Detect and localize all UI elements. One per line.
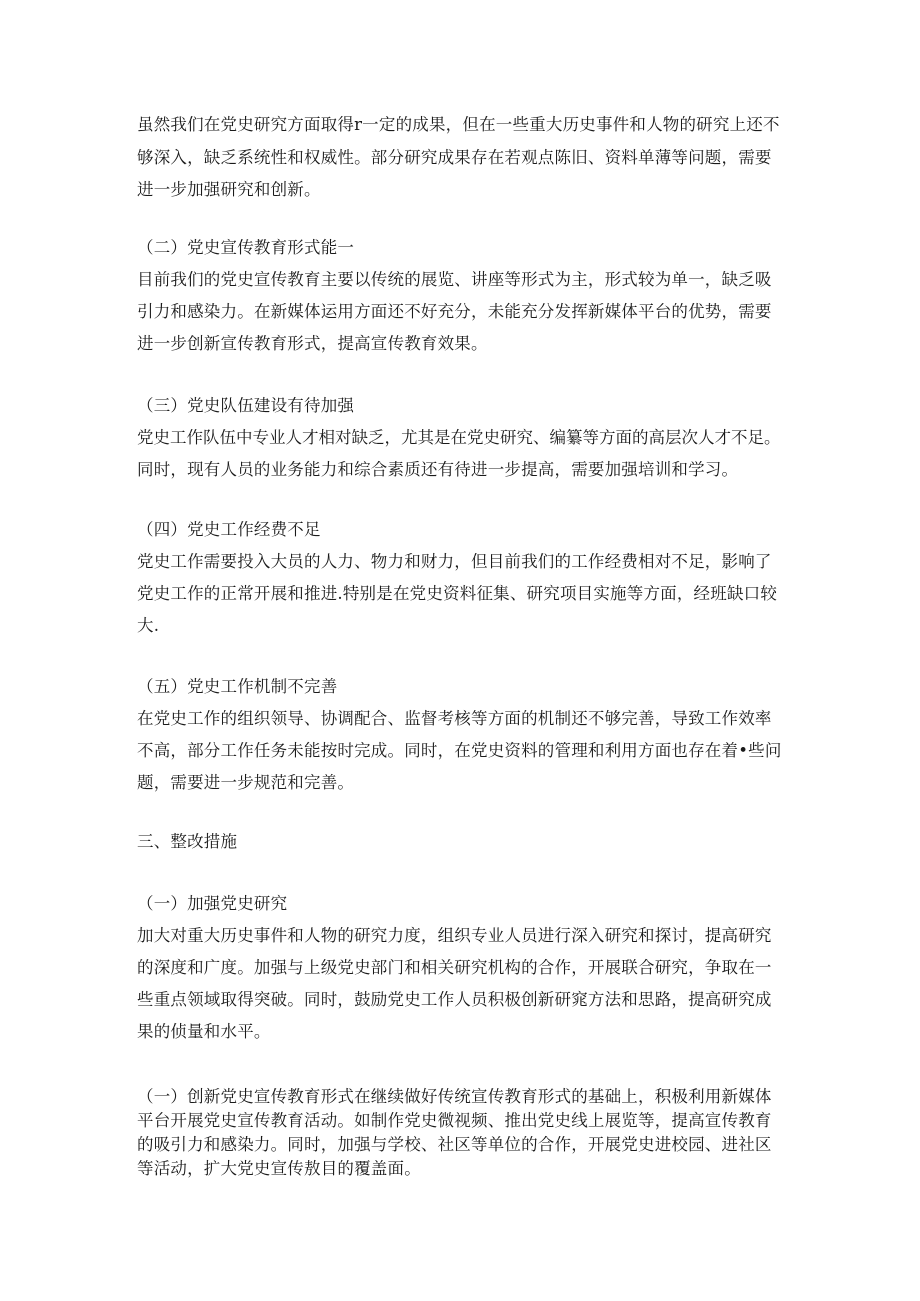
body-line: 些重点领域取得突破。同时，鼓励党史工作人员积极创新研窕方法和思路，提高研究成 bbox=[137, 990, 772, 1009]
body-line: 引力和感染力。在新媒体运用方面还不好充分，未能充分发挥新媒体平台的优势，需要 bbox=[137, 302, 772, 321]
body-line: 在党史工作的组织领导、协调配合、监督考核等方面的机制还不够完善，导致工作效率 bbox=[137, 709, 772, 728]
body-line: 加大对重大历史事件和人物的研究力度，组织专业人员进行深入研究和探讨，提高研究 bbox=[137, 926, 772, 945]
body-line: 党史工作队伍中专业人才相对缺乏，尤其是在党史研究、编纂等方面的高层次人才不足。 bbox=[137, 428, 781, 447]
body-line: 平台开展党史宣传教育活动。如制作党史微视频、推出党史线上展览等，提高宣传教育 bbox=[137, 1111, 772, 1130]
section-heading: 三、整改措施 bbox=[137, 832, 238, 851]
body-line: 够深入，缺乏系统性和权威性。部分研究成果存在若观点陈旧、资料单薄等问题，需要 bbox=[137, 148, 772, 167]
body-line: 进一步创新宣传教育形式，提高宣传教育效果。 bbox=[137, 334, 488, 353]
body-line: 目前我们的党史宣传教育主要以传统的展览、讲座等形式为主，形式较为单一，缺乏吸 bbox=[137, 270, 772, 289]
body-line: 不高，部分工作任务未能按时完成。同时，在党史资料的管理和利用方面也存在着•些问 bbox=[137, 741, 782, 760]
body-line: 的深度和广度。加强与上级党史部门和相关研究机构的合作，开展联合研究，争取在一 bbox=[137, 958, 772, 977]
body-line: 虽然我们在党史研究方面取得r一定的成果，但在一些重大历史事件和人物的研究上还不 bbox=[137, 115, 780, 134]
body-line: 大. bbox=[137, 616, 160, 635]
section-heading: （三）党史队伍建设有待加强 bbox=[137, 396, 355, 415]
section-heading: （二）党史宣传教育形式能一 bbox=[137, 238, 355, 257]
body-line: （一）创新党史宣传教育形式在继续做好传统宣传教育形式的基础上，积极利用新媒体 bbox=[137, 1087, 772, 1106]
body-line: 的吸引力和感染力。同时，加强与学校、社区等单位的合作，开展党史进校园、进社区 bbox=[137, 1135, 772, 1154]
body-line: 进一步加强研究和创新。 bbox=[137, 180, 321, 199]
section-heading: （五）党史工作机制不完善 bbox=[137, 677, 338, 696]
section-heading: （一）加强党史研究 bbox=[137, 894, 288, 913]
body-line: 党史工作需要投入大员的人力、物力和财力，但目前我们的工作经费相对不足，影响了 bbox=[137, 552, 772, 571]
body-line: 党史工作的正常开展和推进.特别是在党史资料征集、研究项目实施等方面，经班缺口较 bbox=[137, 584, 778, 603]
section-heading: （四）党史工作经费不足 bbox=[137, 520, 321, 539]
body-line: 题，需要进一步规范和完善。 bbox=[137, 773, 355, 792]
body-line: 等活动，扩大党史宣传敖目的覆盖面。 bbox=[137, 1159, 421, 1178]
body-line: 同时，现有人员的业务能力和综合素质还有待进一步提高，需要加强培训和学习。 bbox=[137, 460, 739, 479]
body-line: 果的侦量和水平。 bbox=[137, 1022, 271, 1041]
